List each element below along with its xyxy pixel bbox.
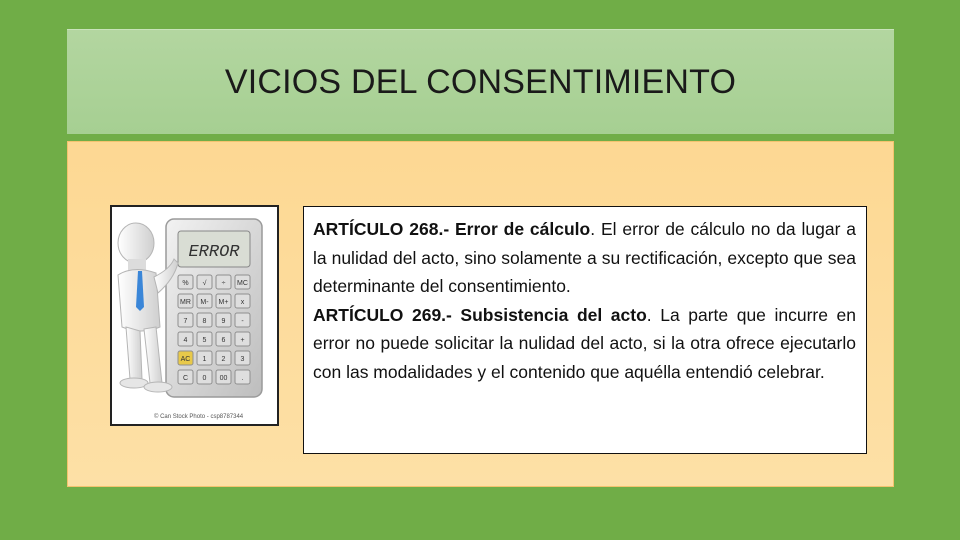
calculator-key-label: √: [202, 280, 207, 287]
calculator-figure-image: [112, 207, 277, 424]
image-caption: © Can Stock Photo - csp8787344: [154, 414, 244, 420]
calculator-key-label: MR: [180, 299, 191, 306]
calculator-illustration: [110, 205, 279, 426]
calculator-key-label: 4: [183, 337, 188, 344]
article-268-body: . El error de cálculo no da lugar a la nulidad del acto, sino solamente a su rectificación, excepto que sea determinante del consentimiento.: [313, 219, 856, 296]
article-268: [313, 215, 856, 301]
calculator-key-label: +: [240, 337, 245, 344]
calculator-key-label: .: [241, 375, 244, 382]
article-269-body: . La parte que incurre en error no puede solicitar la nulidad del acto, si la otra ofrece ejecutarlo con las modalidades y el contenido que aquélla entendió celebrar.: [313, 304, 857, 382]
calculator-key-label: 2: [221, 356, 226, 363]
calculator-key-label: 00: [219, 375, 228, 382]
article-268-heading: ARTÍCULO 268.- Error de cálculo: [313, 219, 591, 239]
calculator-key-label: M-: [200, 299, 209, 306]
calculator-key-label: -: [241, 318, 244, 325]
calculator-key-label: 8: [202, 318, 207, 325]
slide-title: VICIOS DEL CONSENTIMIENTO: [224, 62, 737, 101]
calculator-display-text: ERROR: [188, 243, 240, 262]
calculator-key-label: 7: [183, 318, 188, 325]
article-269: [313, 301, 856, 387]
calculator-key-label: 5: [202, 337, 207, 344]
calculator-key-label: 9: [221, 318, 226, 325]
title-band: [67, 29, 894, 134]
calculator-key-label: %: [182, 280, 189, 287]
calculator-key-label: AC: [180, 356, 191, 363]
article-269-heading: ARTÍCULO 269.- Subsistencia del acto: [313, 304, 647, 325]
calculator-key-label: x: [240, 299, 245, 306]
articles-text-box: [303, 206, 867, 454]
calculator-icon: [166, 219, 262, 397]
calculator-key-label: 0: [202, 375, 207, 382]
calculator-key-label: 3: [240, 356, 245, 363]
calculator-key-label: M+: [218, 299, 229, 306]
calculator-key-label: C: [182, 375, 189, 382]
calculator-key-label: 6: [221, 337, 226, 344]
calculator-key-label: MC: [237, 280, 248, 287]
calculator-key-label: ÷: [221, 280, 226, 287]
calculator-key-label: 1: [202, 356, 207, 363]
